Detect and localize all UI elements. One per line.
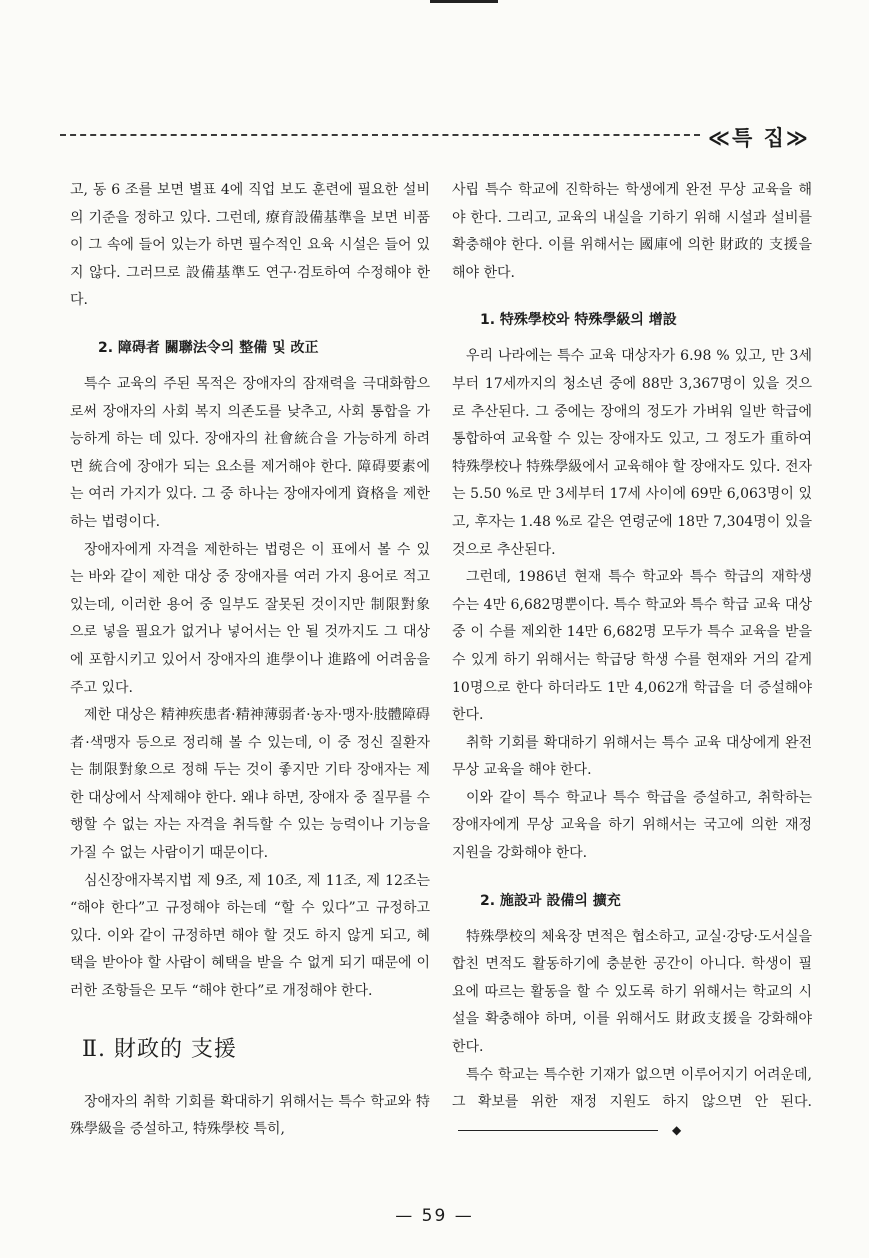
right-paragraph-3: 그런데, 1986년 현재 특수 학교와 특수 학급의 재학생 수는 4만 6,682명뿐이다. 특수 학교와 특수 학급 교육 대상 중 이 수를 제외한 14만 6,682명 모두가 특수 교육을 받을 수 있게 하기 위해서는 학급당 학생 수를 현재와 거의 같게 10명으로 한다 하더라도 1만 4,062개 학급을 더 증설해야 한다. — [452, 569, 812, 724]
section-header-label: ≪특 집≫ — [708, 126, 810, 150]
chapter-heading: Ⅱ. 財政的 支援 — [82, 1036, 237, 1062]
left-paragraph-1: 고, 동 6 조를 보면 별표 4에 직업 보도 훈련에 필요한 설비의 기준을 정하고 있다. 그런데, 療育設備基準을 보면 비품이 그 속에 들어 있는가 하면 필수적인 요육 시설은 들어 있지 않다. 그러므로 設備基準도 연구·검토하여 수정해야 한다. — [70, 182, 430, 309]
top-edge-mark — [430, 0, 498, 3]
right-paragraph-7: 특수 학교는 특수한 기재가 없으면 이루어지기 어려운데, 그 확보를 위한 재정 지원도 하지 않으면 안 된다. — [452, 1066, 812, 1111]
page-number: — 59 — — [395, 1206, 474, 1226]
left-paragraph-4: 제한 대상은 精神疾患者·精神薄弱者·농자·맹자·肢體障碍者·색맹자 등으로 정리해 볼 수 있는데, 이 중 정신 질환자는 制限對象으로 정해 두는 것이 좋지만 기타 장애자는 제한 대상에서 삭제해야 한다. 왜냐 하면, 장애자 중 질무를 수행할 수 없는 자는 자격을 취득할 수 있는 능력이나 기능을 가질 수 없는 사람이기 때문이다. — [70, 707, 431, 862]
right-section-heading-1: 1. 特殊學校와 特殊學級의 增設 — [480, 312, 677, 329]
right-column — [452, 177, 812, 1145]
end-rule — [458, 1130, 658, 1131]
left-paragraph-6: 장애자의 취학 기회를 확대하기 위해서는 특수 학교와 特殊學級을 증설하고, 特殊學校 특히, — [70, 1093, 430, 1138]
right-paragraph-5: 이와 같이 특수 학교나 특수 학급을 증설하고, 취학하는 장애자에게 무상 교육을 하기 위해서는 국고에 의한 재정 지원을 강화해야 한다. — [452, 789, 812, 862]
right-paragraph-4: 취학 기회를 확대하기 위해서는 특수 교육 대상에게 완전 무상 교육을 해야 한다. — [452, 734, 812, 779]
left-paragraph-2: 특수 교육의 주된 목적은 장애자의 잠재력을 극대화함으로써 장애자의 사회 복지 의존도를 낮추고, 사회 통합을 가능하게 하는 데 있다. 장애자의 社會統合을 가능하게 하려면 統合에 장애가 되는 요소를 제거해야 한다. 障碍要素에는 여러 가지가 있다. 그 중 하나는 장애자에게 資格을 제한하는 법령이다. — [70, 375, 430, 530]
right-paragraph-6: 特殊學校의 체육장 면적은 협소하고, 교실·강당·도서실을 합친 면적도 활동하기에 충분한 공간이 아니다. 학생이 필요에 따르는 활동을 할 수 있도록 하기 위해서는 학교의 시설을 확충해야 하며, 이를 위해서도 財政支援을 강화해야 한다. — [452, 928, 812, 1056]
right-paragraph-1: 사립 특수 학교에 진학하는 학생에게 완전 무상 교육을 해야 한다. 그리고, 교육의 내실을 기하기 위해 시설과 설비를 확충해야 한다. 이를 위해서는 國庫에 의한 財政的 支援을 해야 한다. — [452, 182, 812, 281]
right-paragraph-7-wrapper — [452, 1062, 812, 1146]
right-section-heading-2: 2. 施設과 設備의 擴充 — [480, 892, 621, 909]
end-diamond-icon: ◆ — [672, 1122, 682, 1137]
left-section-heading-2: 2. 障碍者 關聯法令의 整備 및 改正 — [98, 339, 319, 356]
header-dashed-rule — [60, 134, 700, 136]
right-paragraph-2: 우리 나라에는 특수 교육 대상자가 6.98 % 있고, 만 3세부터 17세까지의 청소년 중에 88만 3,367명이 있을 것으로 추산된다. 그 중에는 장애의 정도가 가벼워 일반 학급에 통합하여 교육할 수 있는 장애자도 있고, 그 정도가 重하여 特殊學校나 特殊學級에서 교육해야 할 장애자도 있다. 전자는 5.50 %로 만 3세부터 17세 사이에 69만 6,063명이 있고, 후자는 1.48 %로 같은 연령군에 18만 7,304명이 있을 것으로 추산된다. — [452, 348, 812, 558]
left-paragraph-5: 심신장애자복지법 제 9조, 제 10조, 제 11조, 제 12조는 “해야 한다”고 규정해야 하는데 “할 수 있다”고 규정하고 있다. 이와 같이 규정하면 해야 할 것도 하지 않게 되고, 혜택을 받아야 할 사람이 혜택을 받을 수 없게 되기 때문에 이러한 조항들은 모두 “해야 한다”로 개정해야 한다. — [70, 872, 430, 1000]
left-paragraph-3: 장애자에게 자격을 제한하는 법령은 이 표에서 볼 수 있는 바와 같이 제한 대상 중 장애자를 여러 가지 용어로 적고 있는데, 이러한 용어 중 일부도 잘못된 것이지만 制限對象으로 넣을 필요가 없거나 넣어서는 안 될 것까지도 그 대상에 포함시키고 있어서 장애자의 進學이나 進路에 어려움을 주고 있다. — [70, 541, 430, 696]
left-column — [70, 177, 430, 1144]
